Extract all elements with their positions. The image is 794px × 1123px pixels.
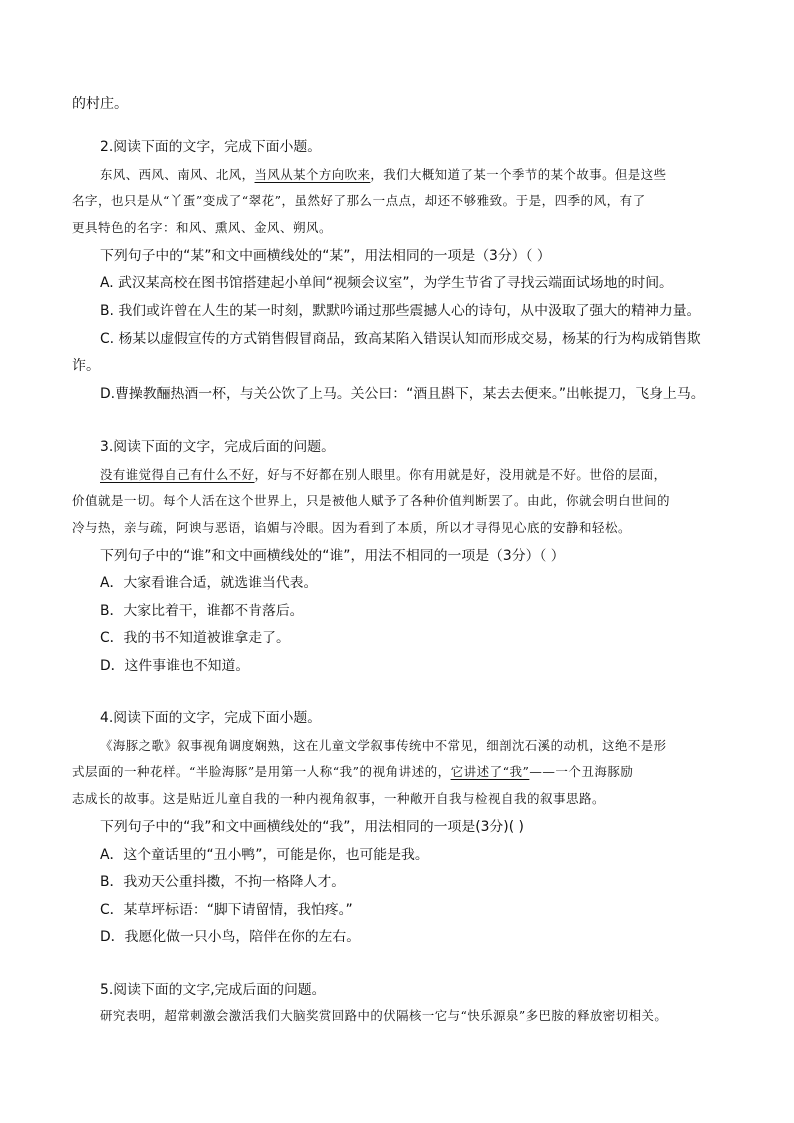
q2-option-b: B. 我们或许曾在人生的某一时刻，默默吟诵过那些震撼人心的诗句，从中汲取了强大的精神力量。 (100, 303, 701, 319)
q2-option-a: A. 武汉某高校在图书馆搭建起小单间“视频会议室”，为学生节省了寻找云端面试场地的时间。 (100, 275, 673, 291)
q4-passage-line: 志成长的故事。这是贴近儿童自我的一种内视角叙事，一种敞开自我与检视自我的叙事思路。 (72, 791, 606, 806)
q3-option-a: A．大家看谁合适，就选谁当代表。 (100, 575, 318, 591)
q2-question: 下列句子中的“某”和文中画横线处的“某”，用法相同的一项是（3分）（ ） (100, 248, 551, 264)
q5-title: 5.阅读下面的文字,完成后面的问题。 (100, 982, 326, 998)
q3-title: 3.阅读下面的文字，完成后面的问题。 (100, 439, 335, 455)
q2-option-c: C. 杨某以虚假宣传的方式销售假冒商品，致高某陷入错误认知而形成交易，杨某的行为构成销售欺 (100, 331, 701, 347)
q3-question: 下列句子中的“谁”和文中画横线处的“谁”，用法不相同的一项是（3分）（ ） (100, 548, 565, 564)
q4-passage-line: 《海豚之歌》叙事视角调度娴熟，这在儿童文学叙事传统中不常见，细剖沈石溪的动机，这绝不是形 (100, 738, 667, 753)
q2-passage-line: 东风、西风、南风、北风，当风从某个方向吹来，我们大概知道了某一个季节的某个故事。但是这些 (100, 167, 667, 182)
continuation-text: 的村庄。 (72, 96, 128, 112)
q4-underlined-phrase: 它讲述了“我” (450, 764, 530, 779)
q3-passage-line: 没有谁觉得自己有什么不好，好与不好都在别人眼里。你有用就是好，没用就是不好。世俗的层面， (100, 467, 667, 482)
q5-passage-line: 研究表明，超常刺激会激活我们大脑奖赏回路中的伏隔核一它与“快乐源泉”多巴胺的释放密切相关。 (100, 1008, 668, 1023)
q4-option-b: B．我劝天公重抖擞，不拘一格降人才。 (100, 874, 346, 890)
q2-passage-line: 更具特色的名字：和风、熏风、金风、朔风。 (72, 220, 333, 235)
q4-question: 下列句子中的“我”和文中画横线处的“我”，用法相同的一项是(3分)( ) (100, 819, 524, 835)
q4-option-a: A．这个童话里的“丑小鸭”，可能是你，也可能是我。 (100, 847, 429, 863)
q4-passage-line: 式层面的一种花样。“半脸海豚”是用第一人称“我”的视角讲述的，它讲述了“我”——一个丑海豚励 (72, 764, 634, 779)
q2-title: 2.阅读下面的文字，完成下面小题。 (100, 139, 322, 155)
q2-option-d: D.曹操教酾热酒一杯，与关公饮了上马。关公曰：“酒且斟下，某去去便来。”出帐提刀，飞身上马。 (100, 386, 705, 402)
q3-passage-line: 冷与热，亲与疏，阿谀与恶语，谄媚与冷眼。因为看到了本质，所以才寻得见心底的安静和轻松。 (72, 520, 632, 535)
q3-underlined-phrase: 没有谁觉得自己有什么不好 (100, 467, 255, 482)
q2-passage-line: 名字，也只是从“丫蛋”变成了“翠花”，虽然好了那么一点点，却还不够雅致。于是，四季的风，有了 (72, 193, 646, 208)
q2-underlined-phrase: 当风从某个方向吹来 (254, 167, 371, 182)
q3-passage-line: 价值就是一切。每个人活在这个世界上，只是被他人赋予了各种价值判断罢了。由此，你就会明白世间的 (72, 493, 671, 508)
q4-option-d: D．我愿化做一只小鸟，陪伴在你的左右。 (100, 929, 361, 945)
q4-title: 4.阅读下面的文字，完成下面小题。 (100, 710, 322, 726)
q4-option-c: C．某草坪标语：“脚下请留情，我怕疼。” (100, 902, 353, 918)
q3-option-c: C．我的书不知道被谁拿走了。 (100, 630, 290, 646)
q3-option-b: B．大家比着干，谁都不肯落后。 (100, 603, 304, 619)
q3-option-d: D．这件事谁也不知道。 (100, 658, 250, 674)
q2-option-c-cont: 诈。 (72, 358, 100, 374)
